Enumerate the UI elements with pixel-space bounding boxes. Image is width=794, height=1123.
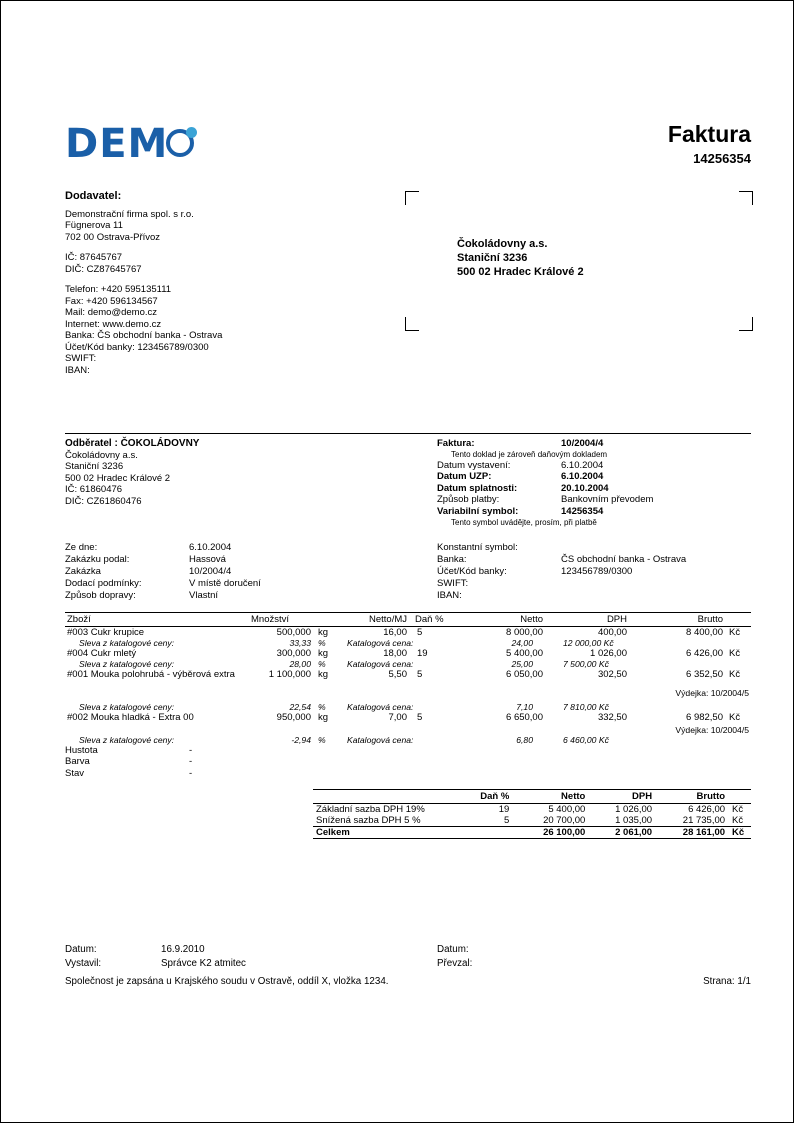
- recipient-line: Staniční 3236: [457, 252, 528, 264]
- due-date-label: Datum splatnosti:: [437, 482, 518, 494]
- summary-tax-rate: 5: [503, 815, 510, 827]
- invoice-details: [65, 433, 751, 839]
- invoice-header: [65, 121, 751, 181]
- catalog-price: 24,00: [511, 637, 533, 648]
- summary-col-tax-rate: Daň %: [460, 790, 512, 804]
- customer-dic: DIČ: CZ61860476: [65, 495, 142, 507]
- invoice-footer: [65, 943, 751, 989]
- catalog-label: Katalogová cena:: [347, 701, 414, 712]
- supplier-mail: Mail: demo@demo.cz: [65, 307, 158, 318]
- item-unit: kg: [318, 647, 329, 659]
- item-tax-rate: 5: [417, 711, 423, 723]
- due-date-value: 20.10.2004: [561, 482, 609, 494]
- uzp-date-value: 6.10.2004: [561, 471, 604, 483]
- item-netto-unit: 18,00: [383, 647, 407, 659]
- catalog-price: 7,10: [516, 701, 533, 712]
- catalog-label: Katalogová cena:: [347, 637, 414, 648]
- invoice-meta: [437, 438, 751, 528]
- col-quantity: Množství: [241, 612, 341, 626]
- invoice-body: [65, 121, 751, 839]
- items-header-row: [65, 612, 751, 626]
- customer-ico: IČ: 61860476: [65, 484, 123, 496]
- item-name: #001 Mouka polohrubá - výběrová extra: [67, 668, 235, 680]
- iban-value: [561, 590, 751, 602]
- item-currency: Kč: [729, 711, 741, 723]
- total-tax-rate: [460, 827, 512, 839]
- catalog-price: 6,80: [516, 734, 533, 745]
- percent-sign: %: [318, 637, 326, 648]
- summary-row: [313, 815, 751, 827]
- item-brutto: 6 982,50: [686, 711, 723, 723]
- item-currency: Kč: [729, 626, 741, 638]
- summary-tax-rate: 19: [498, 804, 510, 816]
- catalog-total: 7 500,00 Kč: [563, 658, 609, 669]
- footer-date-label: Datum:: [65, 944, 97, 955]
- summary-label: Snížená sazba DPH 5 %: [316, 815, 421, 827]
- discount-label: Sleva z katalogové ceny:: [79, 637, 175, 648]
- account-value: 123456789/0300: [561, 565, 633, 577]
- table-row-discount: [65, 638, 751, 648]
- summary-currency: Kč: [732, 804, 744, 816]
- order-number-value: 10/2004/4: [189, 565, 232, 577]
- bank-info-block: [437, 542, 751, 603]
- item-dph: 332,50: [597, 711, 627, 723]
- crop-mark-icon: [405, 317, 419, 331]
- recipient-line: Čokoládovny a.s.: [457, 238, 548, 250]
- account-label: Účet/Kód banky:: [437, 565, 507, 577]
- attr-value: -: [189, 744, 193, 756]
- summary-row: [313, 804, 751, 816]
- bank-value: ČS obchodní banka - Ostrava: [561, 553, 687, 565]
- swift-value: [561, 578, 751, 590]
- summary-brutto: 21 735,00: [682, 815, 726, 827]
- invoice-value: 10/2004/4: [561, 438, 604, 449]
- supplier-label: Dodavatel:: [65, 190, 122, 202]
- item-dph: 1 026,00: [590, 647, 627, 659]
- customer-line: Čokoládovny a.s.: [65, 449, 138, 461]
- logo-circle-icon: [166, 127, 200, 161]
- issue-date-value: 6.10.2004: [561, 459, 604, 471]
- summary-col-dph: DPH: [588, 790, 655, 804]
- item-netto-unit: 7,00: [388, 711, 407, 723]
- page-title: Faktura: [667, 121, 751, 147]
- table-row: [65, 712, 751, 723]
- order-by-value: Hassová: [189, 553, 226, 565]
- table-row: [65, 669, 751, 680]
- delivery-terms-label: Dodací podmínky:: [65, 578, 142, 590]
- iban-label: IBAN:: [437, 590, 462, 602]
- item-netto: 8 000,00: [506, 626, 543, 638]
- summary-netto: 5 400,00: [548, 804, 586, 816]
- summary-col-netto: Netto: [512, 790, 588, 804]
- table-row: [65, 626, 751, 638]
- item-unit: kg: [318, 626, 329, 638]
- discount-label: Sleva z katalogové ceny:: [79, 701, 175, 712]
- customer-block: [65, 438, 437, 528]
- table-row-discount: [65, 659, 751, 669]
- customer-line: Staniční 3236: [65, 461, 124, 473]
- supplier-fax: Fax: +420 596134567: [65, 295, 158, 307]
- footer-received-label: Převzal:: [437, 958, 473, 969]
- logo-text: DEM: [65, 121, 169, 167]
- percent-sign: %: [318, 701, 326, 712]
- discount-pct: -2,94: [291, 734, 311, 745]
- delivery-terms-value: V místě doručení: [189, 578, 261, 590]
- item-netto: 6 050,00: [506, 668, 543, 680]
- item-dph: 302,50: [597, 668, 627, 680]
- payment-method-label: Způsob platby:: [437, 494, 500, 506]
- crop-mark-icon: [739, 191, 753, 205]
- order-date-label: Ze dne:: [65, 541, 98, 553]
- catalog-total: 6 460,00 Kč: [563, 734, 609, 745]
- issue-date-label: Datum vystavení:: [437, 459, 511, 471]
- order-date-value: 6.10.2004: [189, 541, 232, 553]
- col-goods: Zboží: [65, 612, 241, 626]
- variable-symbol-value: 14256354: [561, 505, 604, 517]
- col-netto: Netto: [453, 612, 545, 626]
- discount-label: Sleva z katalogové ceny:: [79, 734, 175, 745]
- supplier-line: Demonstrační firma spol. s r.o.: [65, 208, 194, 220]
- order-number-label: Zakázka: [65, 565, 101, 577]
- footer-issued-label: Vystavil:: [65, 958, 102, 969]
- transport-label: Způsob dopravy:: [65, 590, 136, 602]
- total-netto: 26 100,00: [512, 827, 588, 839]
- discount-pct: 33,33: [289, 637, 311, 648]
- supplier-block: [65, 191, 222, 376]
- variable-symbol-note: Tento symbol uvádějte, prosím, při platbě: [451, 517, 597, 527]
- crop-mark-icon: [405, 191, 419, 205]
- vydejka-note: Výdejka: 10/2004/5: [675, 687, 749, 698]
- variable-symbol-label: Variabilní symbol:: [437, 505, 519, 517]
- col-netto-unit: Netto/MJ: [341, 612, 409, 626]
- customer-title: Odběratel : ČOKOLÁDOVNY: [65, 438, 200, 449]
- supplier-account: Účet/Kód banky: 123456789/0300: [65, 341, 209, 353]
- item-netto: 5 400,00: [506, 647, 543, 659]
- catalog-price: 25,00: [511, 658, 533, 669]
- percent-sign: %: [318, 734, 326, 745]
- summary-col-brutto: Brutto: [655, 790, 728, 804]
- summary-currency: Kč: [732, 815, 744, 827]
- table-row-vydejka: [65, 723, 751, 735]
- col-brutto: Brutto: [629, 612, 725, 626]
- item-currency: Kč: [729, 647, 741, 659]
- order-info-block: [65, 542, 437, 603]
- company-logo: [65, 121, 200, 167]
- item-attributes: [65, 745, 751, 780]
- discount-pct: 22,54: [289, 701, 311, 712]
- supplier-bank: Banka: ČS obchodní banka - Ostrava: [65, 330, 223, 341]
- table-row-vydejka: [65, 680, 751, 702]
- legal-note: Společnost je zapsána u Krajského soudu v Ostravě, oddíl X, vložka 1234.: [65, 976, 389, 987]
- percent-sign: %: [318, 658, 326, 669]
- item-brutto: 8 400,00: [686, 626, 723, 638]
- catalog-total: 7 810,00 Kč: [563, 701, 609, 712]
- catalog-label: Katalogová cena:: [347, 734, 414, 745]
- tax-summary-table: [313, 789, 751, 839]
- vydejka-note: Výdejka: 10/2004/5: [675, 724, 749, 735]
- item-qty: 1 100,000: [268, 668, 311, 680]
- order-by-label: Zakázku podal:: [65, 553, 130, 565]
- customer-line: 500 02 Hradec Králové 2: [65, 472, 171, 484]
- swift-label: SWIFT:: [437, 578, 469, 590]
- summary-total-row: [313, 827, 751, 839]
- uzp-date-label: Datum UZP:: [437, 471, 492, 483]
- total-dph: 2 061,00: [588, 827, 655, 839]
- table-row: [65, 648, 751, 659]
- payment-method-value: Bankovním převodem: [561, 494, 654, 506]
- item-name: #002 Mouka hladká - Extra 00: [67, 711, 194, 723]
- item-qty: 500,000: [276, 626, 311, 638]
- item-dph: 400,00: [597, 626, 627, 638]
- attr-value: -: [189, 756, 193, 768]
- item-unit: kg: [318, 668, 329, 680]
- page-number: Strana: 1/1: [703, 976, 751, 987]
- table-row-discount: [65, 702, 751, 712]
- discount-label: Sleva z katalogové ceny:: [79, 658, 175, 669]
- total-label: Celkem: [313, 827, 460, 839]
- catalog-label: Katalogová cena:: [347, 658, 414, 669]
- recipient-address: [457, 237, 584, 279]
- supplier-ico: IČ: 87645767: [65, 252, 123, 263]
- supplier-iban: IBAN:: [65, 364, 90, 376]
- col-dph: DPH: [545, 612, 629, 626]
- summary-col-blank: [313, 790, 460, 804]
- item-tax-rate: 5: [417, 668, 423, 680]
- attr-label: Hustota: [65, 744, 98, 756]
- document-title-block: [668, 121, 751, 166]
- supplier-swift: SWIFT:: [65, 353, 97, 364]
- catalog-total: 12 000,00 Kč: [563, 637, 614, 648]
- item-qty: 950,000: [276, 711, 311, 723]
- total-currency: Kč: [728, 827, 751, 839]
- summary-section: [65, 789, 751, 839]
- supplier-web: Internet: www.demo.cz: [65, 318, 162, 330]
- item-name: #004 Cukr mletý: [67, 647, 137, 659]
- item-brutto: 6 426,00: [686, 647, 723, 659]
- footer-date-value: 16.9.2010: [161, 944, 205, 955]
- item-brutto: 6 352,50: [686, 668, 723, 680]
- footer-issued-value: Správce K2 atmitec: [161, 958, 246, 969]
- crop-mark-icon: [739, 317, 753, 331]
- summary-brutto: 6 426,00: [688, 804, 726, 816]
- constant-symbol-label: Konstantní symbol:: [437, 541, 518, 553]
- supplier-line: 702 00 Ostrava-Přívoz: [65, 231, 161, 243]
- items-table: [65, 612, 751, 745]
- summary-dph: 1 026,00: [615, 804, 653, 816]
- item-tax-rate: 5: [417, 626, 423, 638]
- item-netto-unit: 16,00: [383, 626, 407, 638]
- attr-label: Barva: [65, 756, 90, 768]
- item-netto: 6 650,00: [506, 711, 543, 723]
- item-netto-unit: 5,50: [388, 668, 407, 680]
- summary-header-row: [313, 790, 751, 804]
- item-tax-rate: 19: [417, 647, 428, 659]
- discount-pct: 28,00: [289, 658, 311, 669]
- summary-label: Základní sazba DPH 19%: [316, 804, 425, 816]
- supplier-phone: Telefon: +420 595135111: [65, 284, 172, 295]
- attr-label: Stav: [65, 767, 85, 779]
- supplier-line: Fügnerova 11: [65, 220, 123, 231]
- attr-value: -: [189, 767, 193, 779]
- transport-value: Vlastní: [189, 590, 219, 602]
- tax-document-note: Tento doklad je zároveň daňovým dokladem: [451, 449, 608, 459]
- item-currency: Kč: [729, 668, 741, 680]
- bank-label: Banka:: [437, 553, 467, 565]
- address-window: [405, 191, 753, 331]
- summary-netto: 20 700,00: [543, 815, 586, 827]
- summary-dph: 1 035,00: [615, 815, 653, 827]
- recipient-line: 500 02 Hradec Králové 2: [457, 266, 584, 278]
- document-number: 14256354: [693, 151, 751, 166]
- total-brutto: 28 161,00: [655, 827, 728, 839]
- supplier-dic: DIČ: CZ87645767: [65, 263, 142, 275]
- table-row-discount: [65, 735, 751, 745]
- item-name: #003 Cukr krupice: [67, 626, 145, 638]
- col-tax-rate: Daň %: [409, 612, 453, 626]
- item-unit: kg: [318, 711, 329, 723]
- invoice-label: Faktura:: [437, 438, 475, 449]
- constant-symbol-value: [561, 542, 751, 554]
- item-qty: 300,000: [276, 647, 311, 659]
- footer-date2-label: Datum:: [437, 944, 469, 955]
